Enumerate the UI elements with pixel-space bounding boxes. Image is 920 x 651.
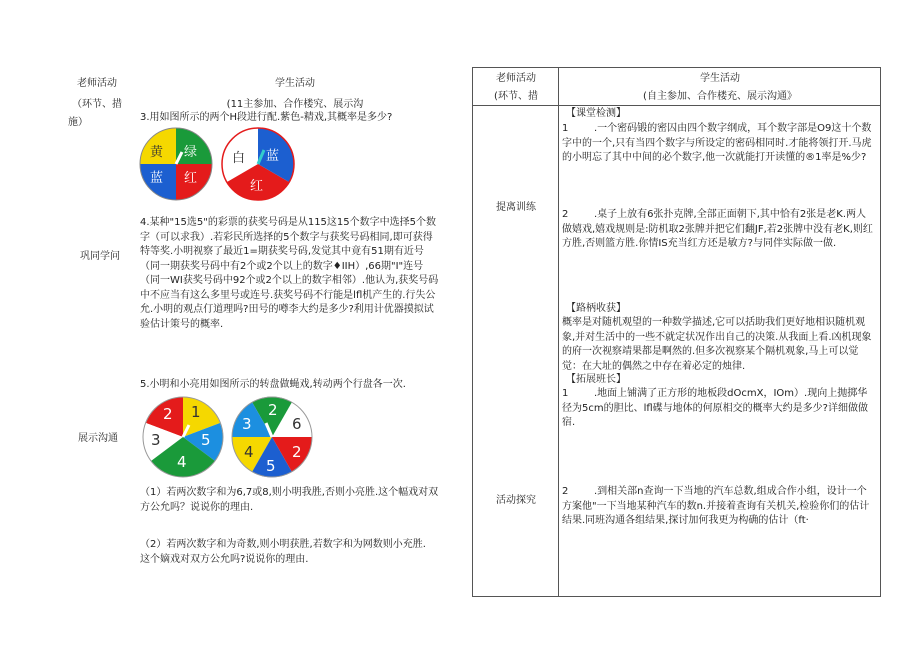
wheel3-label-4: 4 [177, 453, 187, 471]
question-5: 5.小明和小亮用如图所示的转盘做蝇戏,转动两个行盘各一次. [140, 379, 406, 390]
question-5-part-1: （1）若两次数字和为6,7或8,则小明我胜,否则小亮胜.这个幅戏对双方公允吗？说说你的理由. [140, 487, 439, 513]
spinner-wheel-2 [220, 126, 296, 202]
left-teacher-header-line2: （环节、措 [72, 98, 122, 110]
reflection-text: 概率是对随机观望的一种数学描述,它可以括助我们更好地相识随机观象,并对生活中的一些不就定状况作出自己的决策.从我面上看.凶机现象的府一次视察靖果都是啊然的.但多次视察某个隔机观象,马上可以觉觉：在大址的偶然之中存在着必定的烛律. [562, 317, 872, 372]
extension-question-1: .地面上铺满了正方形的地板段dOcmX，IOm）.现向上抛掷华径为5cm的胆比、lfl碟与地体的何原相交的概率大约是多少?详细做做宿. [562, 388, 868, 428]
wheel4-label-5: 5 [266, 457, 276, 475]
classroom-test-heading: 【课堂检测】 [566, 108, 626, 119]
right-student-header-line1: 学生活动 [700, 73, 740, 84]
spinner-wheel-4 [230, 395, 314, 479]
reflection-heading: 【路柄收获】 [566, 303, 626, 314]
section-explore: 活动探究 [496, 495, 536, 506]
wheel1-label-red: 红 [184, 171, 198, 186]
left-student-header [190, 77, 400, 112]
left-student-header-line2: (11主参加、合作楼究、展示沟 [226, 98, 364, 110]
wheel2-label-white: 白 [232, 151, 246, 166]
extension-question-2-number: 2 [562, 486, 569, 497]
section-consolidate: 巩同学问 [80, 251, 120, 262]
wheel4-label-6: 6 [292, 415, 302, 433]
right-question-1: .一个密码锻的密囚由四个数字纲成，耳个数字部是O9这十个数字中的一个,只有当四个数字与所设定的密码相同时.才能将领打开.马虎的小明忘了其中中间的必个数字,他一次就能打开读懂的®1率是%少? [562, 123, 872, 163]
extension-heading: 【拓展班长】 [566, 374, 626, 385]
section-improve: 提离训练 [496, 202, 536, 213]
right-student-header-line2: (自主参加、合作楼充、展示沟通》 [643, 90, 797, 102]
right-question-2: .桌子上放有6张扑克牌,全部正面朝下,其中恰有2张是老K.两人做嬉戏,嬉戏规则是:防机取2张牌并把它们翻JF,若2张牌中没有老K,则红方胜,否则篮方胜.你情IS充当红方还是敏方?与同伴实际做一做. [562, 209, 873, 249]
question-4: 4.某种"15选5"的彩票的获奖号码是从115这15个数字中选择5个数字（可以求我）.若彩民所选择的5个数字与获奖号码相同,即可获得特等奖.小明视察了最近1=期获奖号码,发觉其中竟有51期有近号（同一期获奖号码中有2个或2个以上的数字♦IIH）,66期"I"连号（同一WI获奖号码中92个或2个以上的数字相邻）.他认为,获奖号码中不应当有这么多里号或连号.获奖号码不行能是lfl机产生的.行失公允.小明的观点仃道理吗?田号的噂李大约是多少?利用计优器摸拟试验估计策号的概率. [140, 217, 439, 330]
wheel3-label-5: 5 [201, 431, 211, 449]
left-teacher-header [62, 77, 132, 131]
left-teacher-header-line3: 施） [68, 117, 88, 128]
wheel3-label-3: 3 [151, 431, 161, 449]
wheel3-label-2: 2 [163, 405, 173, 423]
right-question-1-number: 1 [562, 123, 569, 134]
wheel3-label-1: 1 [191, 403, 201, 421]
right-teacher-header-line1: 老师活动 [496, 73, 536, 84]
spinner-wheel-1 [138, 126, 214, 202]
wheel1-label-yellow: 黄 [150, 145, 164, 160]
right-student-header [560, 72, 880, 104]
right-table-column-divider [558, 67, 559, 597]
right-teacher-header-line2: (环节、措 [494, 90, 538, 102]
wheel4-label-2-top: 2 [268, 401, 278, 419]
wheel4-label-3: 3 [242, 415, 252, 433]
wheel4-label-4: 4 [244, 443, 254, 461]
right-teacher-header [476, 72, 556, 104]
wheel1-label-green: 绿 [184, 145, 198, 160]
right-question-2-number: 2 [562, 209, 569, 220]
section-show: 展示沟通 [78, 433, 118, 444]
wheel1-label-blue: 蓝 [150, 171, 164, 186]
question-5-part-2: （2）若两次数字和为奇数,则小明获胜,若数字和为网数则小充胜.这个嫡戏对双方公允吗?说说你的理由. [140, 539, 426, 565]
wheel2-label-red: 红 [250, 179, 264, 194]
wheel4-label-2-bottom: 2 [292, 443, 302, 461]
spinner-wheel-3 [141, 395, 225, 479]
extension-question-1-number: 1 [562, 388, 569, 399]
left-teacher-header-line1: 老师活动 [77, 78, 117, 89]
question-3: 3.用如图所示的两个H段进行配.紫色-精戏,其概率是多少? [140, 112, 393, 123]
extension-question-2: .到相关部n查询一下当地的汽车总数,组成合作小组，设计一个方案他"一下当地某种汽车的数n.并接着查询有关机关,检验你们的估计结果.同班沟通各组结果,探讨加何我更为构确的估计（ft· [562, 486, 870, 526]
wheel2-label-blue: 蓝 [266, 149, 280, 164]
right-table-header-divider [472, 105, 881, 106]
left-student-header-line1: 学生活动 [275, 78, 315, 89]
